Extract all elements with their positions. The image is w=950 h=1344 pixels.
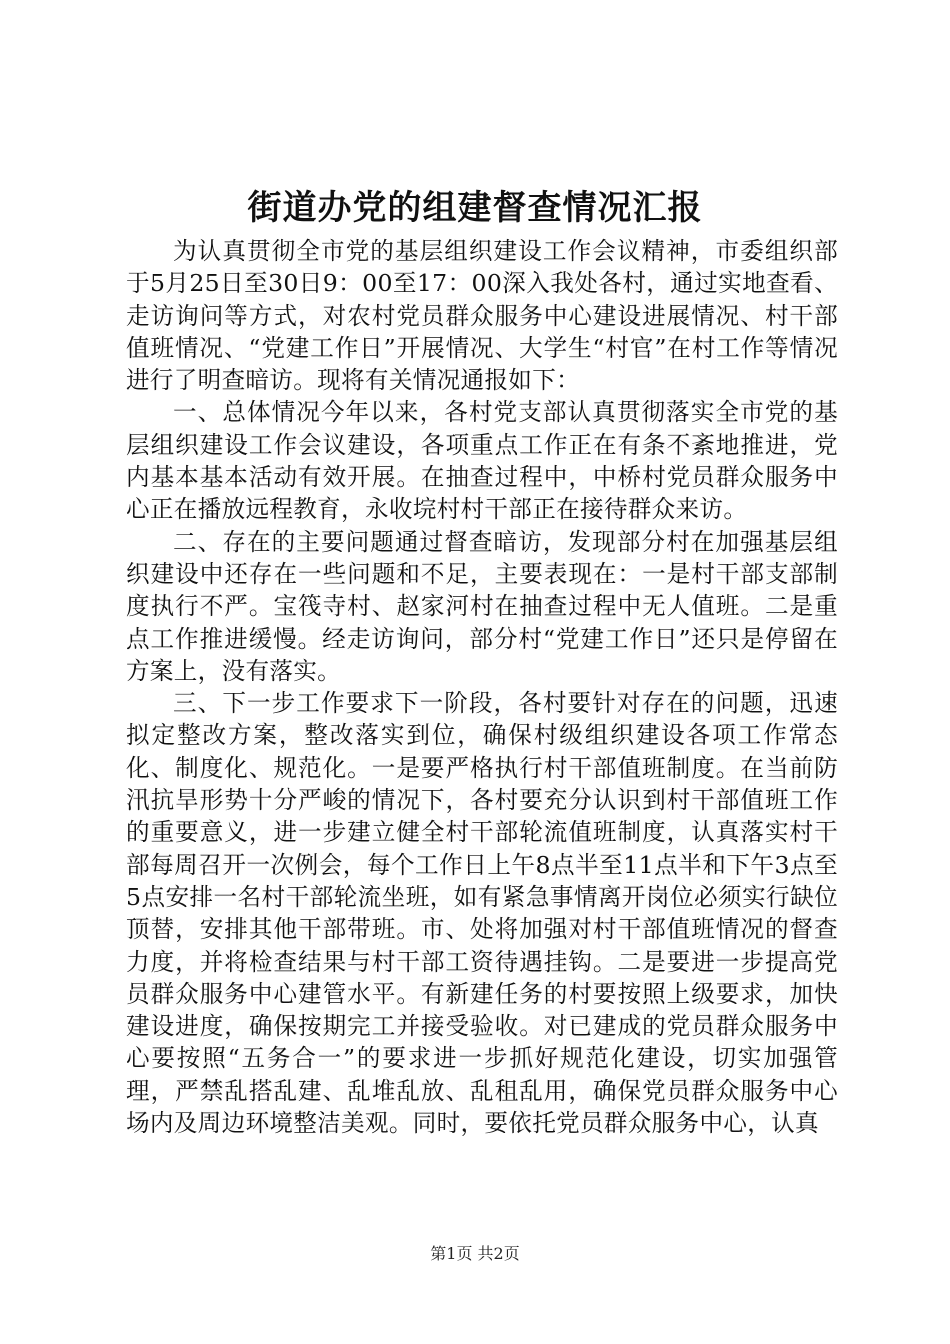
paragraph-overview: 一、总体情况今年以来，各村党支部认真贯彻落实全市党的基层组织建设工作会议建设，各项重点工作正在有条不紊地推进，党内基本基本活动有效开展。在抽查过程中，中桥村党员群众服务中心正在播放远程教育，永收垸村村干部正在接待群众来访。 bbox=[126, 398, 838, 524]
document-body bbox=[126, 235, 838, 1139]
paragraph-problems: 二、存在的主要问题通过督查暗访，发现部分村在加强基层组织建设中还存在一些问题和不足，主要表现在：一是村干部支部制度执行不严。宝筏寺村、赵家河村在抽查过程中无人值班。二是重点工作推进缓慢。经走访询问，部分村“党建工作日”还只是停留在方案上，没有落实。 bbox=[126, 527, 838, 685]
paragraph-requirements: 三、下一步工作要求下一阶段，各村要针对存在的问题，迅速拟定整改方案，整改落实到位，确保村级组织建设各项工作常态化、制度化、规范化。一是要严格执行村干部值班制度。在当前防汛抗旱形势十分严峻的情况下，各村要充分认识到村干部值班工作的重要意义，进一步建立健全村干部轮流值班制度，认真落实村干部每周召开一次例会，每个工作日上午8点半至11点半和下午3点至5点安排一名村干部轮流坐班，如有紧急事情离开岗位必须实行缺位顶替，安排其他干部带班。市、处将加强对村干部值班情况的督查力度，并将检查结果与村干部工资待遇挂钩。二是要进一步提高党员群众服务中心建管水平。有新建任务的村要按照上级要求，加快建设进度，确保按期完工并接受验收。对已建成的党员群众服务中心要按照“五务合一”的要求进一步抓好规范化建设，切实加强管理，严禁乱搭乱建、乱堆乱放、乱租乱用，确保党员群众服务中心场内及周边环境整洁美观。同时，要依托党员群众服务中心，认真 bbox=[126, 689, 838, 1138]
paragraph-intro: 为认真贯彻全市党的基层组织建设工作会议精神，市委组织部于5月25日至30日9：00至17：00深入我处各村，通过实地查看、走访询问等方式，对农村党员群众服务中心建设进展情况、村干部值班情况、“党建工作日”开展情况、大学生“村官”在村工作等情况进行了明查暗访。现将有关情况通报如下： bbox=[126, 237, 838, 395]
document-title: 街道办党的组建督查情况汇报 bbox=[247, 188, 703, 228]
page-footer: 第1页 共2页 bbox=[430, 1244, 520, 1263]
